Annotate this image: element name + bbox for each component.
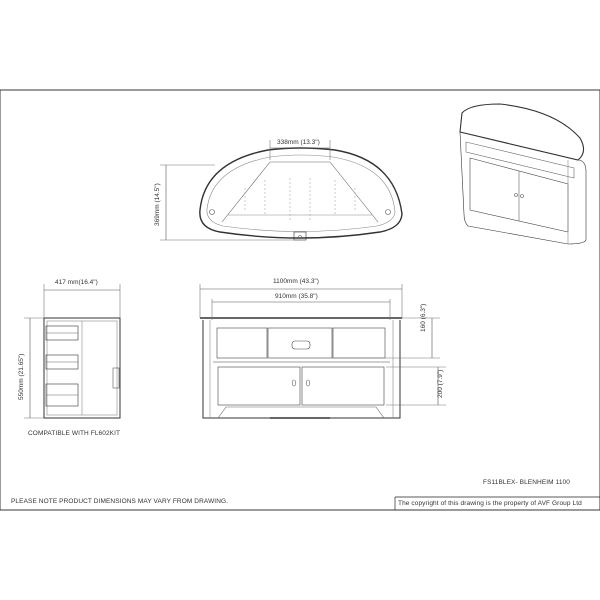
dim-inner-width: 910mm (35.8") <box>275 293 318 300</box>
copyright-notice: The copyright of this drawing is the property of AVF Group Ltd <box>398 500 582 507</box>
side-view <box>24 284 120 418</box>
top-view <box>160 140 402 240</box>
model-name: FS11BLEX- BLENHEIM 1100 <box>483 479 570 486</box>
sheet-border <box>0 90 600 510</box>
dim-top-inner-width: 338mm (13.3") <box>277 139 320 146</box>
dim-top-depth: 369mm (14.5") <box>154 183 161 226</box>
dim-top-shelf-gap: 160 (6.3") <box>420 303 427 332</box>
front-view <box>200 284 446 418</box>
disclaimer: PLEASE NOTE PRODUCT DIMENSIONS MAY VARY FROM DRAWING. <box>11 498 229 505</box>
perspective-view <box>460 104 586 244</box>
dim-door-height: 200 (7.9") <box>437 369 444 398</box>
dim-side-depth: 417 mm(16.4") <box>55 279 98 286</box>
compatibility-note: COMPATIBLE WITH FL602KIT <box>28 430 121 437</box>
dim-overall-width: 1100mm (43.3") <box>273 278 319 285</box>
dim-side-height: 550mm (21.65") <box>18 353 25 400</box>
